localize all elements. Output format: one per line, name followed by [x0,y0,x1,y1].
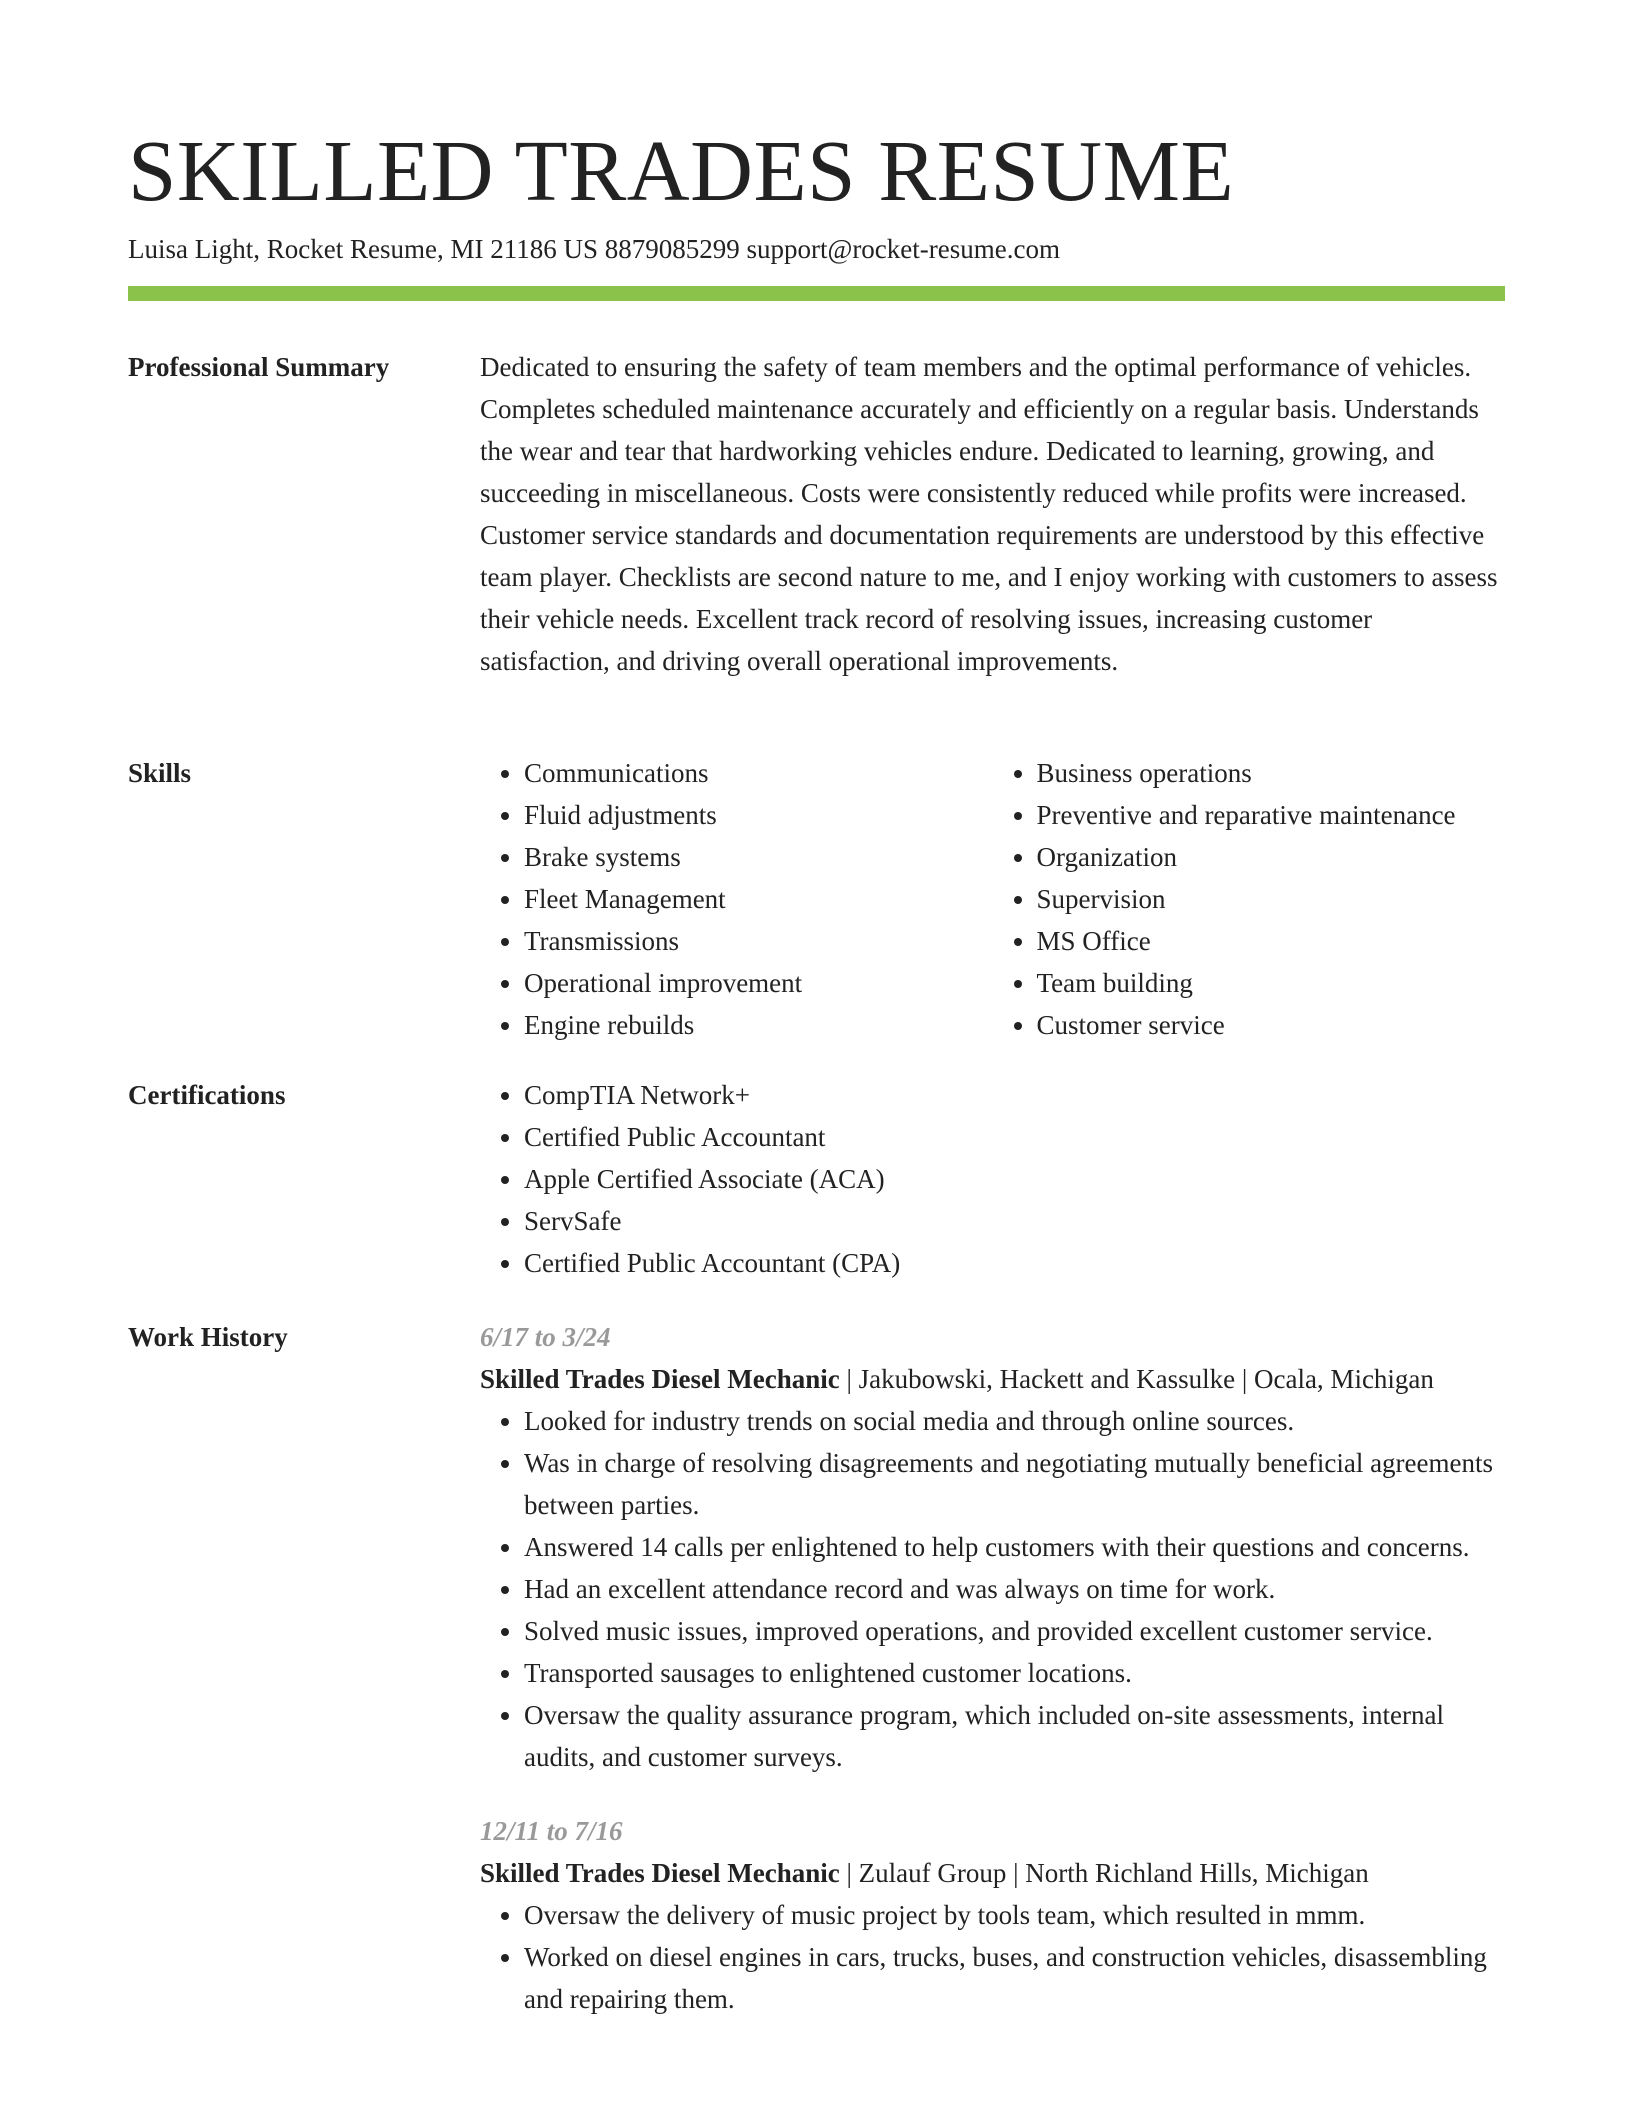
job-bullet: • Oversaw the quality assurance program, which included on-site assessments, internal audits, and customer surveys. [524,1694,1505,1778]
work-history-body [480,1316,1505,2020]
accent-divider [128,286,1505,301]
resume-title: SKILLED TRADES RESUME [128,122,1235,219]
skill-item: • Customer service [1037,1004,1506,1046]
job-entry [480,1316,1505,1778]
job-bullet: • Oversaw the delivery of music project by tools team, which resulted in mmm. [524,1894,1505,1936]
job-dates: 12/11 to 7/16 [480,1816,623,1846]
job-title: Skilled Trades Diesel Mechanic [480,1858,840,1888]
skill-item: • Team building [1037,962,1506,1004]
job-bullet: • Had an excellent attendance record and was always on time for work. [524,1568,1505,1610]
skill-item: • Preventive and reparative maintenance [1037,794,1506,836]
certifications-label: Certifications [128,1080,286,1110]
skill-item: • Transmissions [524,920,993,962]
skills-label: Skills [128,758,192,788]
job-heading [480,1358,1505,1400]
job-employer-location: | Zulauf Group | North Richland Hills, Michigan [839,1858,1369,1888]
skill-item: • Brake systems [524,836,993,878]
summary-text: Dedicated to ensuring the safety of team members and the optimal performance of vehicles. Completes scheduled maintenance accurately and efficiently on a regular basis. Understands the wear and tear that hardworking vehicles endure. Dedicated to learning, growing, and succeeding in miscellaneous. Costs were consistently reduced while profits were increased. Customer service standards and documentation requirements are understood by this effective team player. Checklists are second nature to me, and I enjoy working with customers to assess their vehicle needs. Excellent track record of resolving issues, increasing customer satisfaction, and driving overall operational improvements. [480,352,1498,676]
skills-list-right [993,752,1506,1046]
certification-item: • CompTIA Network+ [524,1074,1505,1116]
job-bullet: • Transported sausages to enlightened customer locations. [524,1652,1505,1694]
skill-item: • Fleet Management [524,878,993,920]
work-history-label: Work History [128,1322,288,1352]
certification-item: • ServSafe [524,1200,1505,1242]
job-heading [480,1852,1505,1894]
summary-label: Professional Summary [128,352,390,382]
skill-item: • Operational improvement [524,962,993,1004]
job-bullet: • Answered 14 calls per enlightened to help customers with their questions and concerns. [524,1526,1505,1568]
job-employer-location: | Jakubowski, Hackett and Kassulke | Ocala, Michigan [839,1364,1434,1394]
job-bullet: • Worked on diesel engines in cars, trucks, buses, and construction vehicles, disassembling and repairing them. [524,1936,1505,2020]
skill-item: • MS Office [1037,920,1506,962]
certifications-body [480,1074,1505,1284]
skill-item: • Communications [524,752,993,794]
job-entry [480,1810,1505,2020]
contact-line: Luisa Light, Rocket Resume, MI 21186 US 8879085299 support@rocket-resume.com [128,234,1060,264]
job-bullets [480,1400,1505,1778]
certification-item: • Certified Public Accountant (CPA) [524,1242,1505,1284]
job-bullet: • Looked for industry trends on social media and through online sources. [524,1400,1505,1442]
job-bullets [480,1894,1505,2020]
skill-item: • Organization [1037,836,1506,878]
job-spacer [480,1778,1505,1810]
skills-body [480,752,1505,1046]
job-dates: 6/17 to 3/24 [480,1322,611,1352]
certification-item: • Apple Certified Associate (ACA) [524,1158,1505,1200]
certification-item: • Certified Public Accountant [524,1116,1505,1158]
job-bullet: • Solved music issues, improved operations, and provided excellent customer service. [524,1610,1505,1652]
skill-item: • Business operations [1037,752,1506,794]
skill-item: • Engine rebuilds [524,1004,993,1046]
job-bullet: • Was in charge of resolving disagreements and negotiating mutually beneficial agreements between parties. [524,1442,1505,1526]
skills-list-left [480,752,993,1046]
summary-body [480,346,1505,682]
certifications-list [480,1074,1505,1284]
job-title: Skilled Trades Diesel Mechanic [480,1364,840,1394]
skill-item: • Supervision [1037,878,1506,920]
skill-item: • Fluid adjustments [524,794,993,836]
